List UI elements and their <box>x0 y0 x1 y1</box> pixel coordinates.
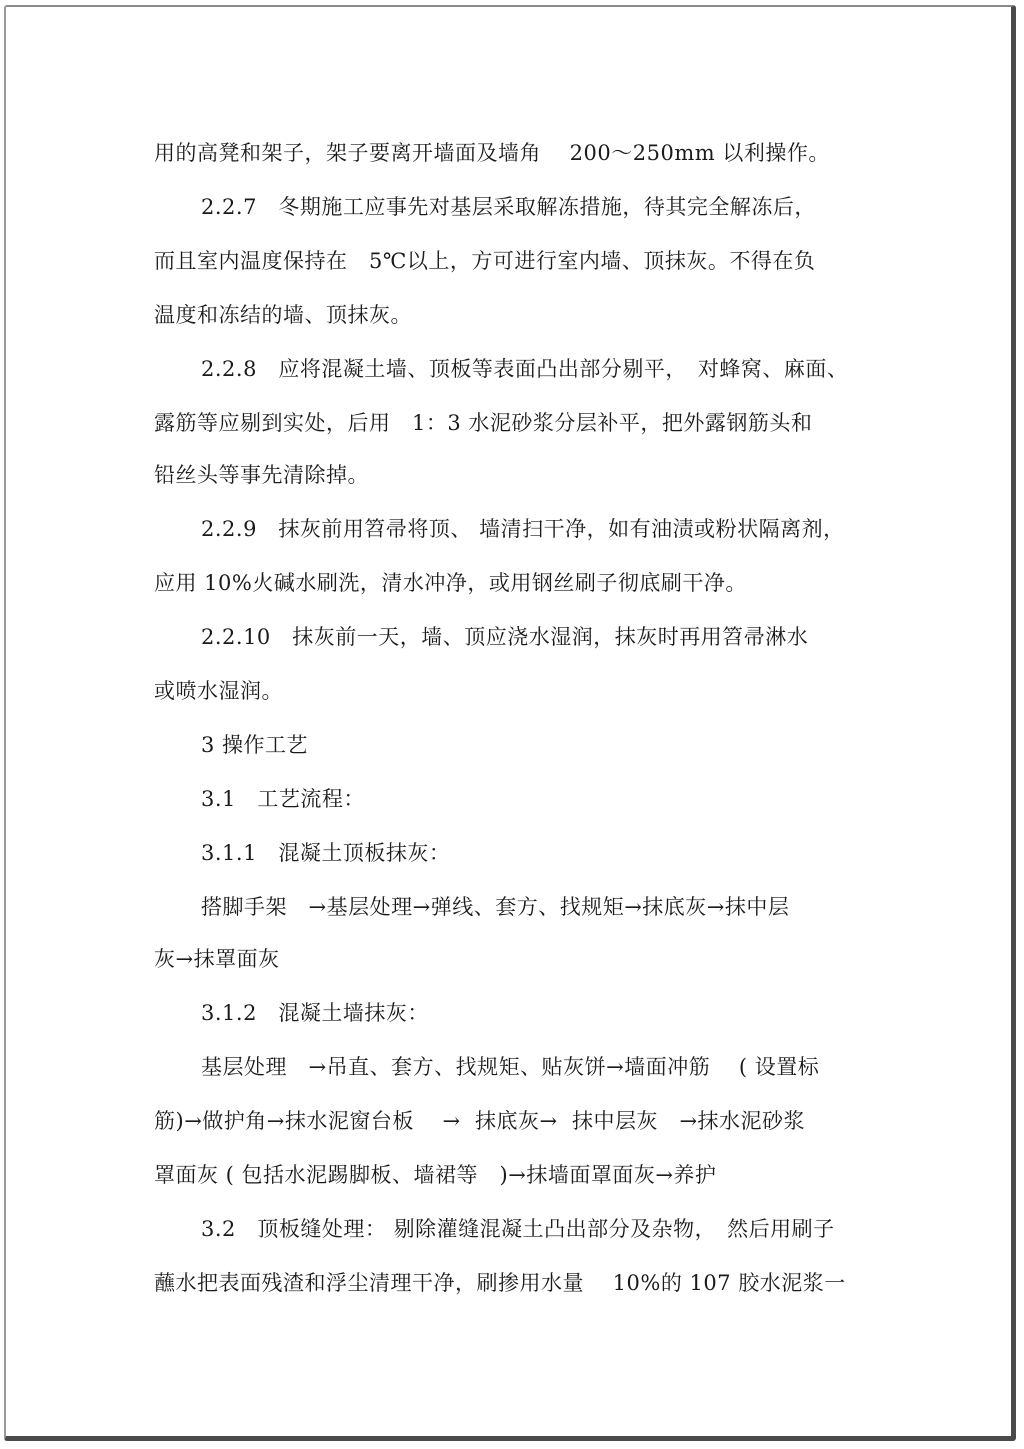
text-line: 筋)→做护角→抹水泥窗台板 → 抹底灰→ 抹中层灰 →抹水泥砂浆 <box>154 1109 806 1133</box>
text-line: 用的高凳和架子，架子要离开墙面及墙角 200～250mm 以利操作。 <box>154 141 830 165</box>
section-heading-3: 3 操作工艺 <box>201 733 309 757</box>
text-line: 蘸水把表面残渣和浮尘清理干净，刷掺用水量 10%的 107 胶水泥浆一 <box>154 1271 846 1295</box>
text-line: 罩面灰 ( 包括水泥踢脚板、墙裙等 )→抹墙面罩面灰→养护 <box>154 1163 717 1187</box>
paragraph-2-2-7: 2.2.7 冬期施工应事先对基层采取解冻措施，待其完全解冻后， <box>201 195 816 219</box>
text-line: 应用 10%火碱水刷洗，清水冲净，或用钢丝刷子彻底刷干净。 <box>154 571 747 595</box>
process-flow-ceiling: 搭脚手架 →基层处理→弹线、套方、找规矩→抹底灰→抹中层 <box>201 895 790 919</box>
section-heading-3-1: 3.1 工艺流程： <box>201 787 365 811</box>
text-line: 或喷水湿润。 <box>154 679 283 703</box>
text-line: 露筋等应剔到实处，后用 1：3 水泥砂浆分层补平，把外露钢筋头和 <box>154 411 813 435</box>
section-heading-3-1-1: 3.1.1 混凝土顶板抹灰： <box>201 841 451 865</box>
text-line: 灰→抹罩面灰 <box>154 947 280 971</box>
paragraph-2-2-10: 2.2.10 抹灰前一天，墙、顶应浇水湿润，抹灰时再用笤帚淋水 <box>201 625 809 649</box>
section-heading-3-1-2: 3.1.2 混凝土墙抹灰： <box>201 1001 429 1025</box>
process-flow-wall: 基层处理 →吊直、套方、找规矩、贴灰饼→墙面冲筋 ( 设置标 <box>201 1055 820 1079</box>
text-line: 而且室内温度保持在 5℃以上，方可进行室内墙、顶抹灰。不得在负 <box>154 249 816 273</box>
paragraph-2-2-9: 2.2.9 抹灰前用笤帚将顶、 墙清扫干净，如有油渍或粉状隔离剂， <box>201 517 845 541</box>
text-line: 铅丝头等事先清除掉。 <box>154 463 369 487</box>
paragraph-3-2: 3.2 顶板缝处理： 剔除灌缝混凝土凸出部分及杂物， 然后用刷子 <box>201 1217 835 1241</box>
text-line: 温度和冻结的墙、顶抹灰。 <box>154 303 412 327</box>
paragraph-2-2-8: 2.2.8 应将混凝土墙、顶板等表面凸出部分剔平， 对蜂窝、麻面、 <box>201 357 849 381</box>
